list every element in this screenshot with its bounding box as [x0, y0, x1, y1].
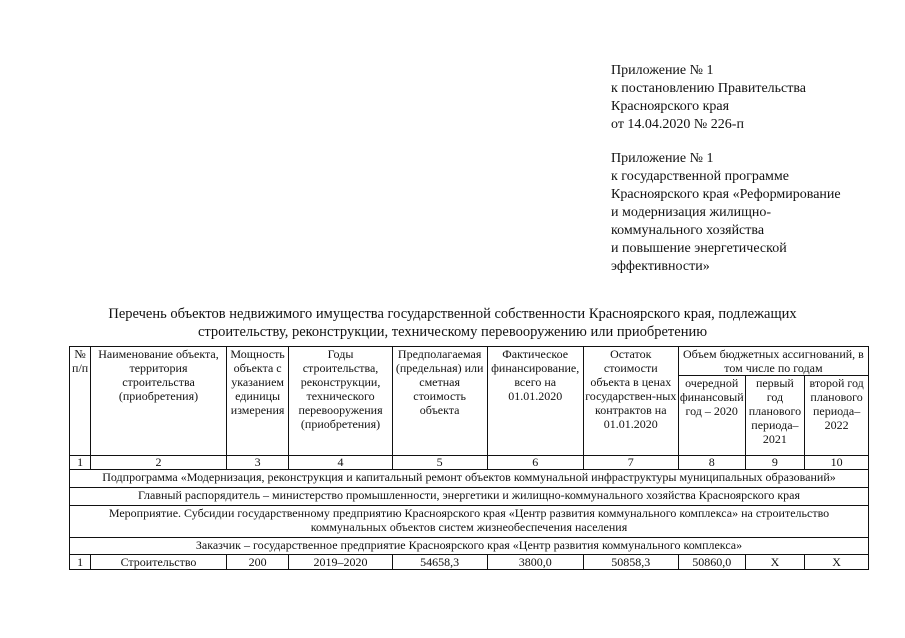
appendix-decree-line: к постановлению Правительства: [611, 81, 807, 96]
header-year-plan1: первый год планового периода– 2021: [745, 376, 805, 456]
cell-year-plan1: Х: [745, 555, 805, 570]
header-num: № п/п: [70, 347, 91, 456]
cell-capacity: 200: [226, 555, 289, 570]
appendix-program-line: коммунального хозяйства: [611, 223, 765, 238]
header-year-plan2: второй год планового периода– 2022: [805, 376, 869, 456]
column-number: 10: [805, 456, 869, 470]
header-year-current: очередной финансовый год – 2020: [678, 376, 745, 456]
title-line-2: строительству, реконструкции, техническому перевооружению или приобретению: [197, 324, 708, 340]
column-number: 6: [487, 456, 583, 470]
appendix-decree-block: [611, 62, 891, 134]
appendix-program-line: Красноярского края «Реформирование: [611, 187, 841, 202]
cell-estimated-cost: 54658,3: [392, 555, 487, 570]
header-actual-financing: Фактическое финансирование, всего на 01.01.2020: [487, 347, 583, 456]
column-number: 3: [226, 456, 289, 470]
appendix-program-line: эффективности»: [611, 259, 710, 274]
header-capacity: Мощность объекта с указанием единицы измерения: [226, 347, 289, 456]
cell-name: Строительство: [91, 555, 227, 570]
document-title: [40, 305, 865, 341]
appendix-program-line: и модернизация жилищно-: [611, 205, 772, 220]
cell-year-plan2: Х: [805, 555, 869, 570]
cell-year-current: 50860,0: [678, 555, 745, 570]
column-number: 1: [70, 456, 91, 470]
appendix-decree-line: от 14.04.2020 № 226-п: [611, 117, 744, 132]
appendix-program-line: и повышение энергетической: [611, 241, 787, 256]
measure-row: Мероприятие. Субсидии государственному предприятию Красноярского края «Центр развития коммунального комплекса» на строительство коммунальных объектов систем жизнеобеспечения населения: [70, 506, 869, 538]
appendix-decree-line: Приложение № 1: [611, 63, 714, 78]
appendix-program-line: Приложение № 1: [611, 151, 714, 166]
chief-administrator-row: Главный распорядитель – министерство промышленности, энергетики и жилищно-коммунального хозяйства Красноярского края: [70, 488, 869, 506]
appendix-decree-line: Красноярского края: [611, 99, 730, 114]
header-budget-group: Объем бюджетных ассигнований, в том числе по годам: [678, 347, 868, 376]
header-estimated-cost: Предполагаемая (предельная) или сметная стоимость объекта: [392, 347, 487, 456]
appendix-program-block: [611, 150, 891, 276]
objects-table: [69, 346, 869, 570]
header-years: Годы строительства, реконструкции, технического перевооружения (приобретения): [289, 347, 392, 456]
appendix-program-line: к государственной программе: [611, 169, 789, 184]
header-name: Наименование объекта, территория строительства (приобретения): [91, 347, 227, 456]
cell-remaining-cost: 50858,3: [583, 555, 678, 570]
column-number: 8: [678, 456, 745, 470]
column-number: 2: [91, 456, 227, 470]
column-number: 9: [745, 456, 805, 470]
customer-row: Заказчик – государственное предприятие Красноярского края «Центр развития коммунального комплекса»: [70, 538, 869, 555]
column-number: 7: [583, 456, 678, 470]
subprogram-row: Подпрограмма «Модернизация, реконструкция и капитальный ремонт объектов коммунальной инфраструктуры муниципальных образований»: [70, 470, 869, 488]
cell-years: 2019–2020: [289, 555, 392, 570]
table-row: [70, 555, 869, 570]
column-number: 5: [392, 456, 487, 470]
header-remaining-cost: Остаток стоимости объекта в ценах государствен-ных контрактов на 01.01.2020: [583, 347, 678, 456]
cell-num: 1: [70, 555, 91, 570]
cell-actual-financing: 3800,0: [487, 555, 583, 570]
column-number: 4: [289, 456, 392, 470]
title-line-1: Перечень объектов недвижимого имущества государственной собственности Красноярского края, подлежащих: [108, 306, 797, 322]
